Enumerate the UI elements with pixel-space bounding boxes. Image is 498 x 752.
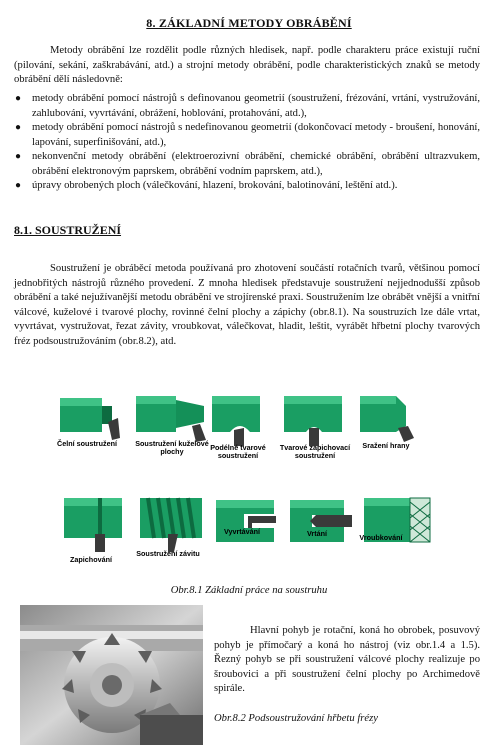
lathe-operations-figure (56, 390, 446, 580)
bullet-icon: ● (15, 122, 22, 133)
section-heading: 8.1. SOUSTRUŽENÍ (14, 223, 122, 237)
relief-turning-photo (20, 605, 203, 745)
figure-caption: Obr.8.2 Podsoustružování hřbetu frézy (214, 713, 378, 724)
bullet-icon: ● (15, 151, 22, 162)
chamfering-illustration (356, 390, 416, 446)
figure-label: Vroubkování (359, 533, 403, 542)
form-grooving-illustration (282, 390, 356, 446)
face-turning-illustration (56, 392, 122, 444)
list-item: ● metody obrábění pomocí nástrojů s definovanou geometrií (soustružení, frézování, vrtání, vystružování, zahlubování, vyvrtávání, obrážení, hoblování, protahování, atd.), (15, 93, 480, 119)
figure-label: Sražení hrany (362, 441, 410, 450)
boring-illustration (214, 496, 280, 546)
list-item: ● nekonvenční metody obrábění (elektroerozivní obrábění, chemické obrábění, obrábění ultrazvukem, obrábění elektronovým paprskem, obrábění vodním paprskem, atd.), (15, 151, 480, 177)
figure-label: Vyvrtávání (223, 527, 261, 536)
chapter-heading: 8. ZÁKLADNÍ METODY OBRÁBĚNÍ (146, 16, 352, 30)
list-item: ● metody obrábění pomocí nástrojů s nedefinovanou geometrií (dokončovací metody - broušení, honování, lapování, superfinišování, atd.), (15, 122, 480, 148)
methods-list (14, 92, 480, 194)
drilling-illustration (288, 496, 354, 546)
list-item: ● úpravy obrobených ploch (válečkování, hlazení, brokování, balotinování, leštění atd.). (14, 179, 480, 194)
bullet-icon: ● (15, 180, 22, 191)
figure-label: Zapichování (70, 555, 112, 564)
motion-paragraph: Hlavní pohyb je rotační, koná ho obrobek, posuvový pohyb je přímočarý a koná ho nástroj (viz obr.1.4 a 1.5). Řezný pohyb se při soustružení válcové plochy realizuje po šroubovici a při soustružení čelní plochy po Archimedově spirále. (214, 625, 480, 694)
intro-paragraph: Metody obrábění lze rozdělit podle různých hledisek, např. podle charakteru práce existují ruční (pilování, sekání, zaškrabávání, atd.) a strojní metody obrábění, podle charakteristických znaků se metody obrábění dělí následovně: (14, 45, 480, 85)
thread-turning-illustration (138, 494, 210, 554)
parting-illustration (62, 494, 126, 554)
taper-turning-illustration (134, 390, 214, 444)
figure-label: Podélné tvarové soustružení (210, 443, 266, 460)
bullet-icon: ● (15, 93, 22, 104)
figure-caption: Obr.8.1 Základní práce na soustruhu (170, 585, 328, 596)
figure-label: Vrtání (307, 529, 327, 538)
figure-label: Tvarové zapichovací soustružení (279, 443, 351, 460)
turning-paragraph: Soustružení je obráběcí metoda používaná pro zhotovení součástí rotačních tvarů, většinou pomocí jednobřitých nástrojů různého provedení. Z mnoha hledisek představuje soustružení nejjednodušší způsob obrábění a také nejužívanější metodu obrábění ve strojírenské praxi. Soustružením lze obrábět vnější a vnitřní válcové, kuželové i tvarové plochy, rovinné čelní plochy a zápichy (obr.8.1). Na soustruzích lze dále vrtat, vyvrtávat, vystružovat, řezat závity, vroubkovat, válečkovat, hladit, leštit, vyrábět hřbetní plochy tvarových fréz podsoustružováním (obr.8.2), atd. (14, 263, 480, 347)
figure-label: Soustružení kuželové plochy (135, 439, 209, 456)
figure-label: Soustružení závitu (136, 549, 200, 558)
profile-turning-illustration (210, 390, 276, 446)
figure-label: Čelní soustružení (57, 439, 117, 448)
